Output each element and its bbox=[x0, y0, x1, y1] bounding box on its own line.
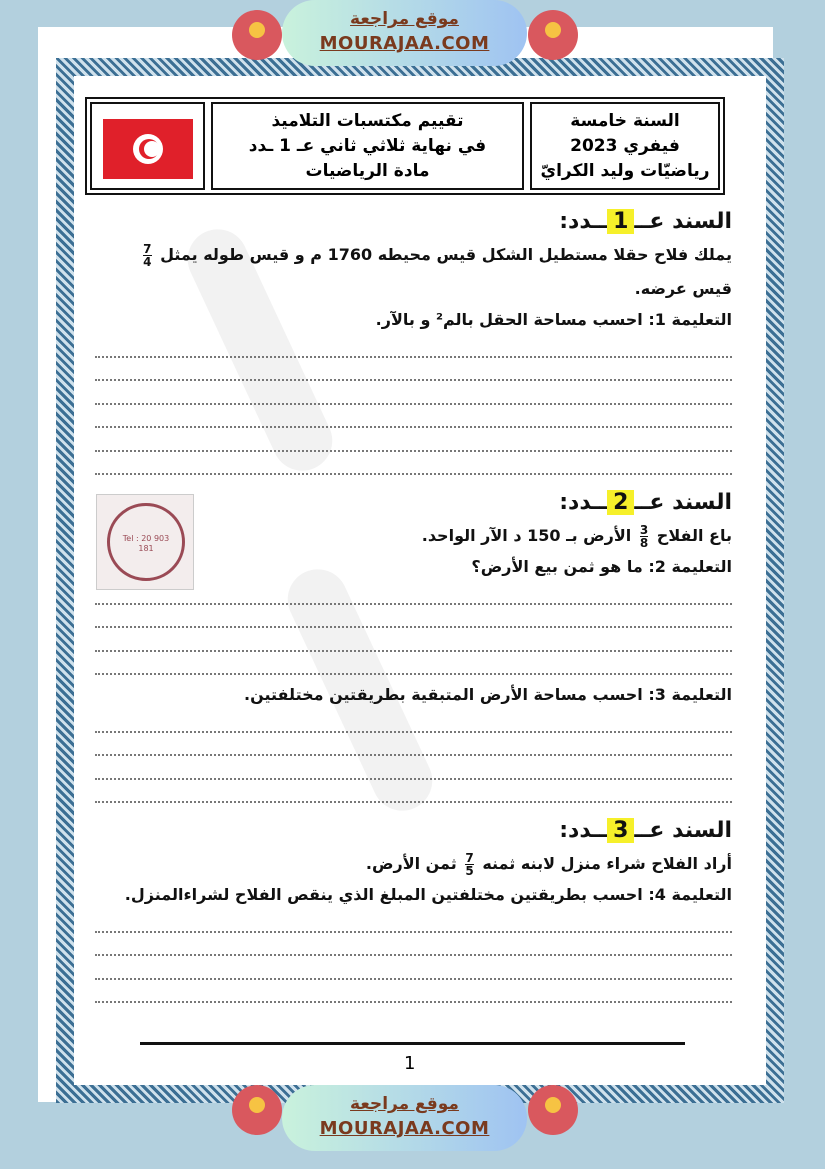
answer-line[interactable] bbox=[95, 733, 732, 757]
site-logo-icon[interactable] bbox=[232, 1085, 282, 1135]
answer-line[interactable] bbox=[95, 628, 732, 652]
grade: السنة خامسة bbox=[570, 111, 680, 131]
answer-line[interactable] bbox=[95, 381, 732, 405]
section-3-title: السند عــ3ــدد: bbox=[559, 818, 732, 843]
page-number: 1 bbox=[404, 1053, 416, 1074]
section-2-title: السند عــ2ــدد: bbox=[559, 490, 732, 515]
answer-line[interactable] bbox=[95, 780, 732, 804]
answer-line[interactable] bbox=[95, 652, 732, 676]
date: فيفري 2023 bbox=[570, 136, 680, 156]
banner-arabic: موقع مراجعة bbox=[350, 9, 459, 29]
banner-site: MOURAJAA.COM bbox=[319, 1118, 490, 1139]
section-3-text: أراد الفلاح شراء منزل لابنه ثمنه $\frac{7}{5}$ ثمن الأرض. bbox=[365, 851, 732, 878]
banner-site: MOURAJAA.COM bbox=[319, 33, 490, 54]
task-4: التعليمة 4: احسب بطريقتين مختلفتين المبلغ الذي ينقص الفلاح لشراءالمنزل. bbox=[124, 885, 732, 904]
answer-line[interactable] bbox=[95, 956, 732, 980]
answer-line[interactable] bbox=[95, 909, 732, 933]
section-1-text: يملك فلاح حقلا مستطيل الشكل قيس محيطه 1760 م و قيس طوله يمثل $\frac{7}{4}$ قيس عرضه. bbox=[143, 242, 732, 298]
exam-term: في نهاية ثلاثي ثاني عـ 1 ـدد bbox=[248, 136, 487, 156]
site-logo-icon[interactable] bbox=[232, 10, 282, 60]
flag-cell bbox=[90, 102, 205, 190]
exam-title: تقييم مكتسبات التلاميذ bbox=[271, 111, 464, 131]
task-3: التعليمة 3: احسب مساحة الأرض المتبقية بطريقتين مختلفتين. bbox=[244, 685, 732, 704]
section-2-text: باع الفلاح $\frac{3}{8}$ الأرض بـ 150 د الآر الواحد. bbox=[421, 523, 732, 550]
exam-subject: مادة الرياضيات bbox=[305, 161, 430, 181]
footer-divider bbox=[140, 1042, 685, 1045]
exam-body bbox=[95, 206, 732, 1003]
author: رياضيّات وليد الكرايّ bbox=[540, 161, 710, 181]
answer-line[interactable] bbox=[95, 709, 732, 733]
stamp-text: Tel : 20 903 181 bbox=[107, 503, 185, 581]
answer-line[interactable] bbox=[95, 756, 732, 780]
task-1: التعليمة 1: احسب مساحة الحقل بالم² و بالآر. bbox=[375, 310, 732, 329]
site-banner-bottom[interactable] bbox=[282, 1085, 527, 1151]
fraction: $\frac{7}{5}$ bbox=[465, 851, 474, 878]
answer-line[interactable] bbox=[95, 452, 732, 476]
fraction: $\frac{7}{4}$ bbox=[143, 242, 152, 269]
exam-title-cell bbox=[211, 102, 524, 190]
answer-line[interactable] bbox=[95, 933, 732, 957]
task-2: التعليمة 2: ما هو ثمن بيع الأرض؟ bbox=[471, 557, 732, 576]
site-logo-icon[interactable] bbox=[528, 10, 578, 60]
tunisia-flag-icon bbox=[103, 119, 193, 179]
section-1-title: السند عــ1ــدد: bbox=[559, 209, 732, 234]
answer-line[interactable] bbox=[95, 605, 732, 629]
exam-header bbox=[85, 97, 725, 195]
answer-line[interactable] bbox=[95, 334, 732, 358]
answer-line[interactable] bbox=[95, 405, 732, 429]
answer-line[interactable] bbox=[95, 980, 732, 1004]
answer-line[interactable] bbox=[95, 428, 732, 452]
banner-arabic: موقع مراجعة bbox=[350, 1094, 459, 1114]
exam-info-cell bbox=[530, 102, 720, 190]
answer-line[interactable] bbox=[95, 358, 732, 382]
site-logo-icon[interactable] bbox=[528, 1085, 578, 1135]
answer-line[interactable] bbox=[95, 581, 732, 605]
site-banner-top[interactable] bbox=[282, 0, 527, 66]
fraction: $\frac{3}{8}$ bbox=[639, 523, 649, 550]
